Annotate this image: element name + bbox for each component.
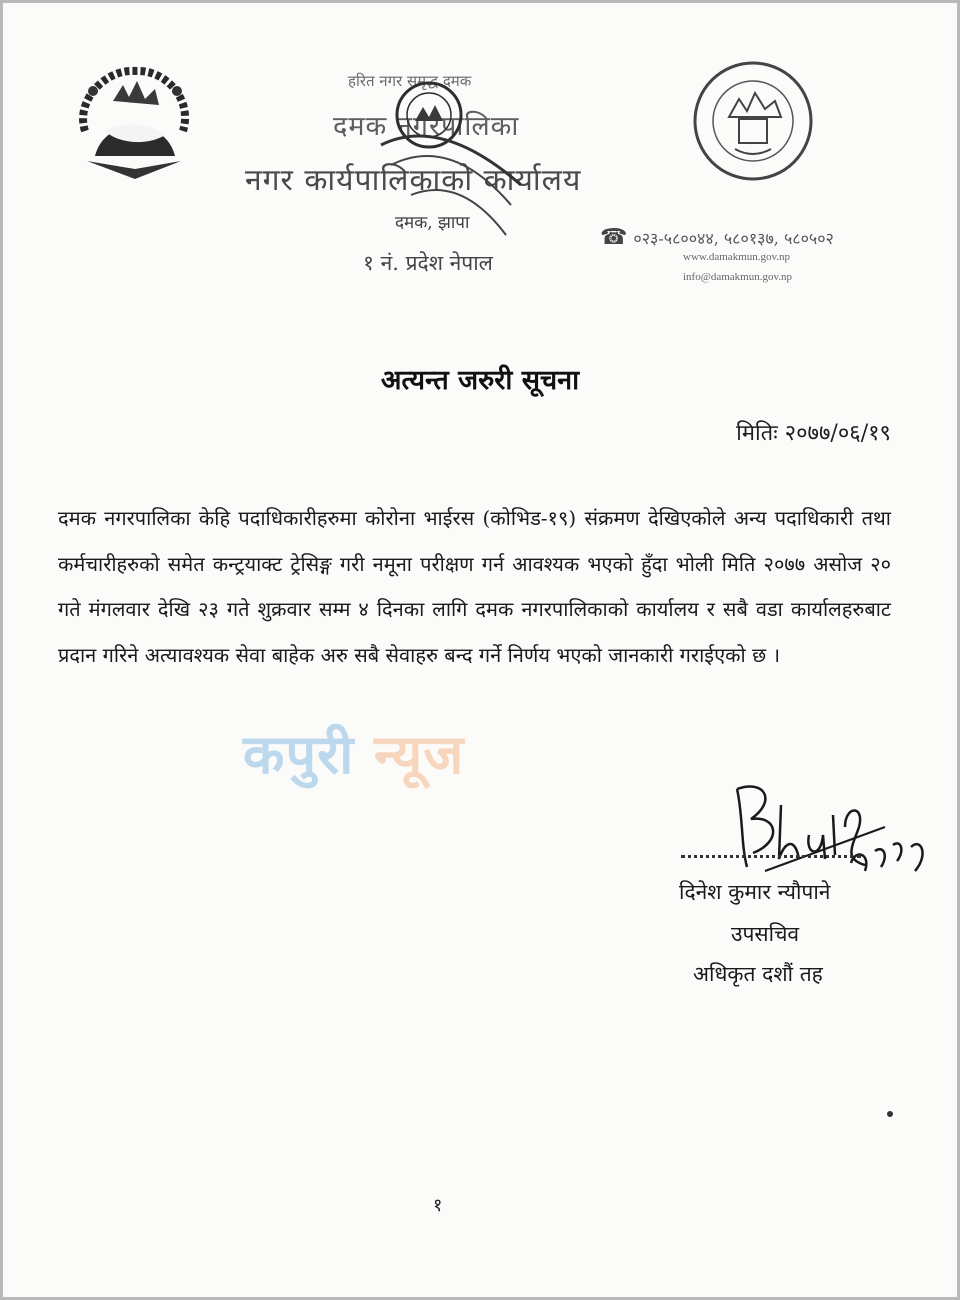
office-slogan: हरित नगर समृद्ध दमक — [348, 72, 472, 90]
signature-line — [681, 855, 861, 858]
office-type: नगर कार्यपालिकाको कार्यालय — [245, 163, 582, 198]
signatory-name: दिनेश कुमार न्यौपाने — [679, 880, 831, 904]
telephone-icon: ☎ — [600, 225, 628, 250]
office-name: दमक नगरपालिका — [333, 111, 520, 142]
phone-numbers: ०२३-५८००४४, ५८०१३७, ५८०५०२ — [633, 228, 834, 248]
watermark-part-2: न्यूज — [374, 723, 465, 786]
page-number: १ — [433, 1195, 443, 1216]
office-stamp-icon — [371, 75, 541, 260]
website-link[interactable]: www.damakmun.gov.np — [683, 251, 791, 263]
office-place: दमक, झापा — [395, 213, 470, 233]
notice-body: दमक नगरपालिका केहि पदाधिकारीहरुमा कोरोना भाईरस (कोभिड-१९) संक्रमण देखिएकोले अन्य पदाधिकारी तथा कर्मचारीहरुको समेत कन्ट्रयाक्ट ट्रेसिङ्ग गरी नमूना परीक्षण गर्न आवश्यक भएको हुँदा भोली मिति २०७७ असोज २० गते मंगलवार देखि २३ गते शुक्रवार सम्म ४ दिनका लागि दमक नगरपालिकाको कार्यालय र सबै वडा कार्यालहरुबाट प्रदान गरिने अत्यावश्यक सेवा बाहेक अरु सबै सेवाहरु बन्द गर्ने निर्णय भएको जानकारी गराईएको छ । — [58, 506, 891, 667]
notice-date: मितिः २०७७/०६/१९ — [736, 421, 891, 446]
watermark — [243, 715, 464, 789]
signatory-rank: अधिकृत दशौं तह — [693, 962, 823, 986]
signatory-designation: उपसचिव — [731, 922, 800, 946]
watermark-part-1: कपुरी — [243, 723, 355, 786]
email-link[interactable]: info@damakmun.gov.np — [683, 271, 793, 283]
municipality-seal-icon — [691, 59, 816, 184]
notice-title: अत्यन्त जरुरी सूचना — [380, 365, 580, 396]
nepal-emblem-icon — [65, 61, 203, 183]
handwritten-signature — [725, 775, 935, 885]
office-province: १ नं. प्रदेश नेपाल — [363, 251, 493, 275]
contact-phone — [600, 225, 834, 250]
ink-speck — [887, 1111, 893, 1117]
